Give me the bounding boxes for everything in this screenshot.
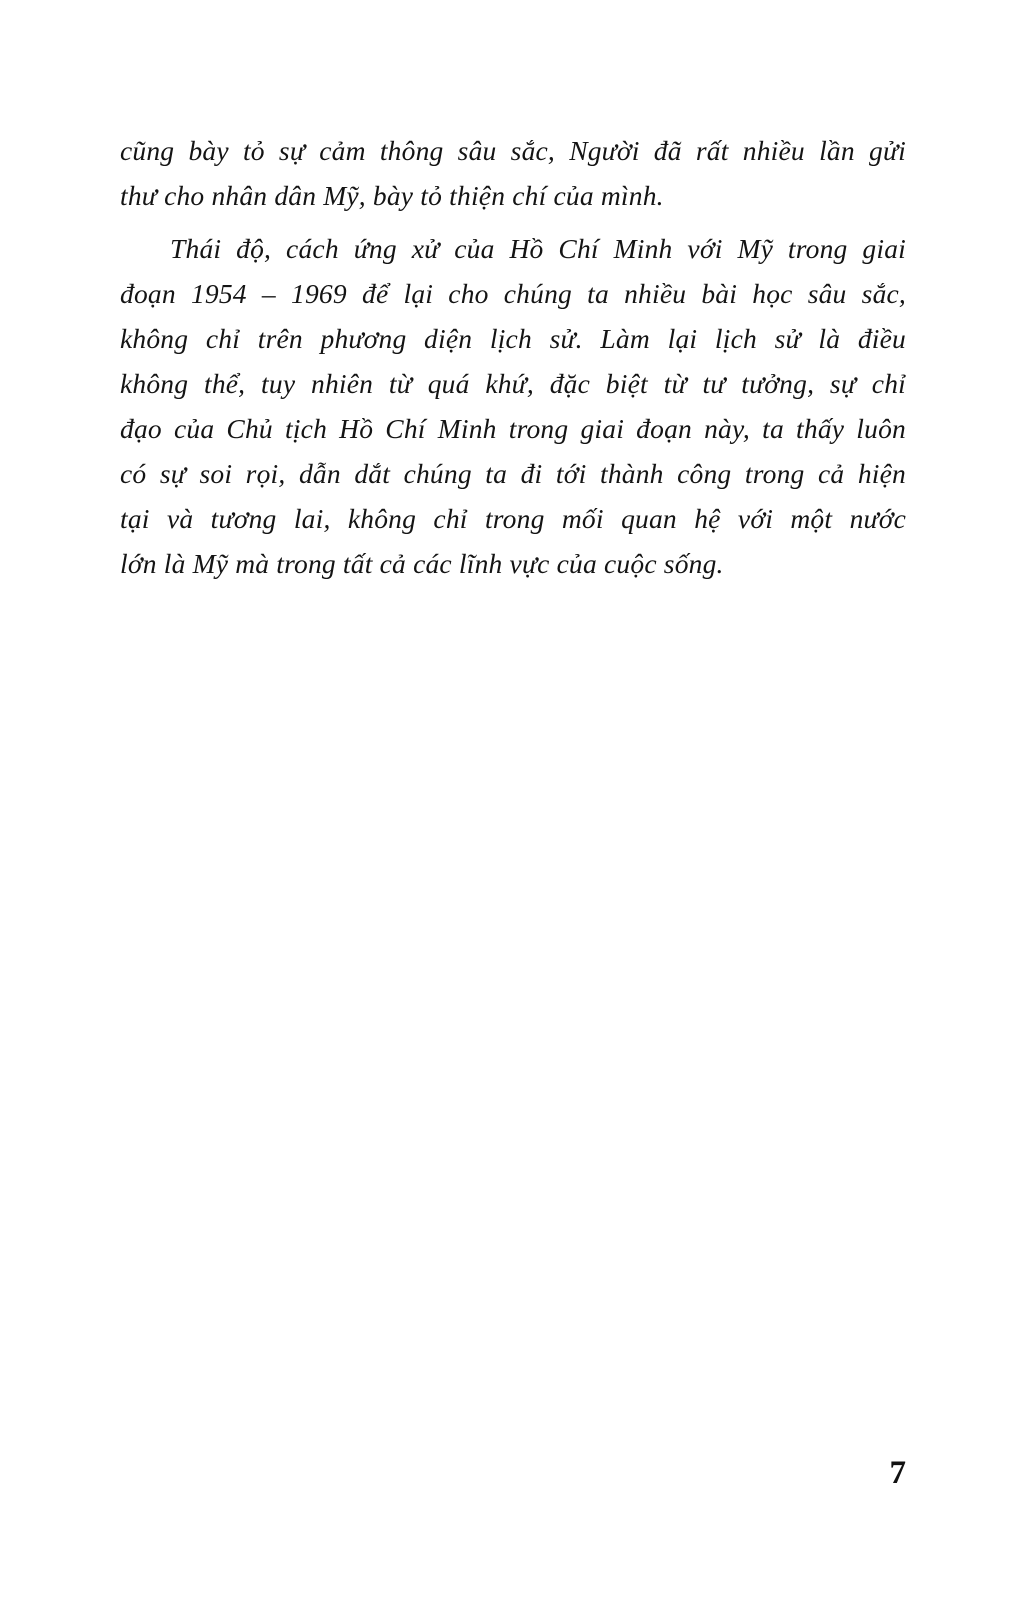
body-text-line: tại và tương lai, không chỉ trong mối quan hệ với một nước	[120, 503, 906, 534]
body-text-line: lớn là Mỹ mà trong tất cả các lĩnh vực của cuộc sống.	[120, 548, 724, 579]
body-text-line: thư cho nhân dân Mỹ, bày tỏ thiện chí của mình.	[120, 180, 664, 211]
body-text-line: có sự soi rọi, dẫn dắt chúng ta đi tới thành công trong cả hiện	[120, 458, 906, 489]
body-text-line: không chỉ trên phương diện lịch sử. Làm lại lịch sử là điều	[120, 323, 906, 354]
page-number: 7	[889, 1455, 906, 1491]
body-text-line: Thái độ, cách ứng xử của Hồ Chí Minh với Mỹ trong giai	[170, 233, 906, 264]
body-text-line: không thể, tuy nhiên từ quá khứ, đặc biệt từ tư tưởng, sự chỉ	[120, 368, 906, 399]
body-text-line: cũng bày tỏ sự cảm thông sâu sắc, Người đã rất nhiều lần gửi	[120, 135, 906, 166]
body-text-line: đoạn 1954 – 1969 để lại cho chúng ta nhiều bài học sâu sắc,	[120, 278, 906, 309]
body-text-line: đạo của Chủ tịch Hồ Chí Minh trong giai đoạn này, ta thấy luôn	[120, 413, 906, 444]
page-text	[120, 128, 906, 586]
